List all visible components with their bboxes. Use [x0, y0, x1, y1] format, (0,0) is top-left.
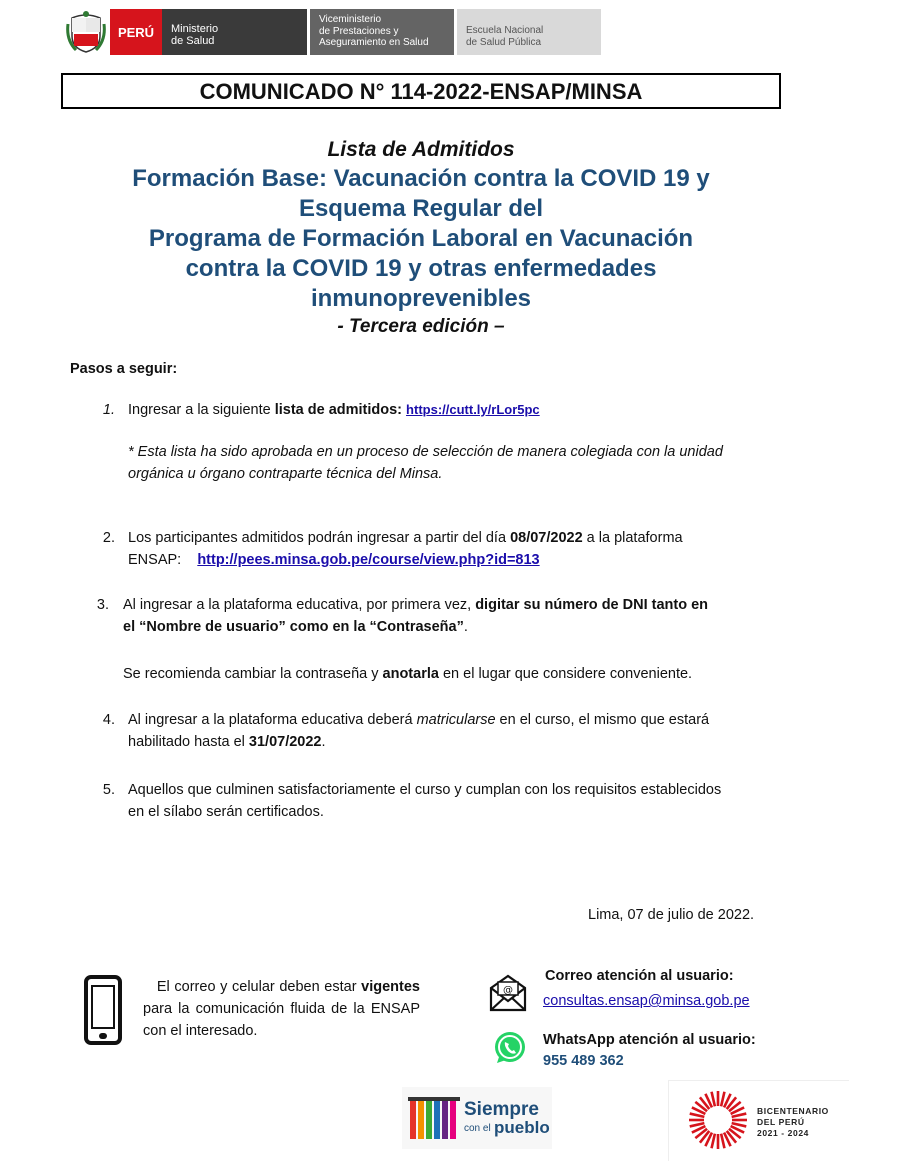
notice-bold: vigentes: [361, 979, 421, 995]
whatsapp-number: 955 489 362: [543, 1053, 624, 1069]
whatsapp-support-label: WhatsApp atención al usuario:: [543, 1032, 756, 1048]
step-2-number: 2.: [102, 530, 115, 546]
ensap-course-link[interactable]: http://pees.minsa.gob.pe/course/view.php?id=813: [197, 552, 540, 568]
svg-text:@: @: [503, 985, 513, 996]
bicen-line-2: DEL PERÚ: [757, 1117, 805, 1127]
step-1-note: [128, 441, 723, 485]
step-1-number: 1.: [102, 402, 115, 418]
ministerio-logo: [162, 9, 307, 55]
peru-coat-of-arms-icon: [66, 10, 106, 54]
logo-con-el: con el: [464, 1123, 491, 1134]
minsa-line-2: de Salud: [171, 35, 215, 47]
email-support-label: Correo atención al usuario:: [545, 968, 734, 984]
step-2-date: 08/07/2022: [510, 530, 583, 546]
ensap-line-2: de Salud Pública: [466, 37, 542, 48]
step-2-text: [128, 527, 683, 571]
step-3-rec-pre: Se recomienda cambiar la contraseña y: [123, 666, 383, 682]
course-title: [0, 164, 842, 314]
step-3-rec-post: en el lugar que considere conveniente.: [438, 666, 693, 682]
step-1-note-line-2: orgánica u órgano contraparte técnica del Minsa.: [128, 466, 443, 482]
notice-post: para la comunicación fluida de la ENSAP con el interesado.: [143, 1001, 420, 1039]
step-3-text: [123, 594, 708, 638]
step-3-bold-2: el “Nombre de usuario” como en la “Contraseña”: [123, 619, 464, 635]
step-5-line-2: en el sílabo serán certificados.: [128, 804, 324, 820]
notice-pre: El correo y celular deben estar: [156, 979, 362, 995]
step-3-bold-1: digitar su número de DNI tanto en: [475, 597, 709, 613]
peru-logo: [110, 9, 162, 55]
colored-figures-icon: [408, 1095, 462, 1143]
step-5-number: 5.: [102, 782, 115, 798]
step-5-line-1: Aquellos que culminen satisfactoriamente el curso y cumplan con los requisitos establecidos: [128, 782, 722, 798]
viceministerio-logo: [310, 9, 454, 55]
minsa-line-1: Ministerio: [171, 23, 219, 35]
step-4-date: 31/07/2022: [248, 734, 322, 750]
step-3-number: 3.: [96, 597, 109, 613]
step-4-line2-post: .: [321, 734, 326, 750]
step-2-ensap: ENSAP:: [128, 552, 182, 568]
whatsapp-icon: [492, 1030, 528, 1066]
step-4-post: en el curso, el mismo que estará: [495, 712, 710, 728]
peru-label: PERÚ: [117, 24, 155, 40]
course-title-line-4: contra la COVID 19 y otras enfermedades: [185, 255, 657, 282]
step-1-pre: Ingresar a la siguiente: [128, 402, 275, 418]
vice-line-1: Viceministerio: [319, 14, 382, 25]
course-title-line-2: Esquema Regular del: [298, 195, 544, 222]
step-3-pre: Al ingresar a la plataforma educativa, por primera vez,: [123, 597, 476, 613]
mail-envelope-icon: [488, 974, 528, 1012]
bicen-line-1: BICENTENARIO: [757, 1106, 829, 1116]
step-4-line2-pre: habilitado hasta el: [128, 734, 249, 750]
logo-pueblo: pueblo: [494, 1118, 550, 1137]
step-1-bold: lista de admitidos:: [274, 402, 403, 418]
step-1-text: [128, 399, 540, 421]
course-title-line-1: Formación Base: Vacunación contra la COVID 19 y: [132, 165, 710, 192]
step-1-note-line-1: * Esta lista ha sido aprobada en un proceso de selección de manera colegiada con la unidad: [128, 444, 723, 460]
mobile-phone-icon: [84, 975, 122, 1045]
siempre-con-el-pueblo-logo: [402, 1087, 552, 1149]
step-3-rec-bold: anotarla: [382, 666, 439, 682]
step-2-pre: Los participantes admitidos podrán ingresar a partir del día: [128, 530, 511, 546]
step-4-italic: matricularse: [416, 712, 496, 728]
bicentenario-text: [757, 1106, 829, 1139]
ensap-line-1: Escuela Nacional: [466, 25, 544, 36]
vice-line-3: Aseguramiento en Salud: [319, 37, 429, 48]
steps-heading: Pasos a seguir:: [70, 361, 178, 377]
step-2-post: a la plataforma: [582, 530, 683, 546]
course-title-line-3: Programa de Formación Laboral en Vacunación: [148, 225, 694, 252]
support-email-link[interactable]: consultas.ensap@minsa.gob.pe: [543, 993, 750, 1009]
step-4-number: 4.: [102, 712, 115, 728]
edition-subtitle: - Tercera edición –: [337, 316, 505, 337]
issue-date: Lima, 07 de julio de 2022.: [588, 907, 755, 923]
bicentenario-logo: [668, 1080, 849, 1161]
contact-notice: [143, 976, 420, 1042]
logo-siempre: Siempre: [464, 1099, 539, 1120]
bicen-line-3: 2021 - 2024: [757, 1128, 809, 1138]
vice-line-2: de Prestaciones y: [319, 25, 399, 37]
course-title-line-5: inmunoprevenibles: [310, 285, 532, 312]
ensap-logo: [457, 9, 601, 55]
bicentenario-burst-icon: [687, 1089, 749, 1151]
comunicado-title: COMUNICADO N° 114-2022-ENSAP/MINSA: [61, 73, 781, 109]
lista-heading: Lista de Admitidos: [327, 138, 515, 161]
admitidos-list-link[interactable]: https://cutt.ly/rLor5pc: [406, 402, 540, 417]
step-3-post: .: [463, 619, 468, 635]
step-5-text: [128, 779, 721, 823]
step-4-text: [128, 709, 709, 753]
step-4-pre: Al ingresar a la plataforma educativa deberá: [128, 712, 417, 728]
step-3-recommendation: [123, 663, 692, 685]
